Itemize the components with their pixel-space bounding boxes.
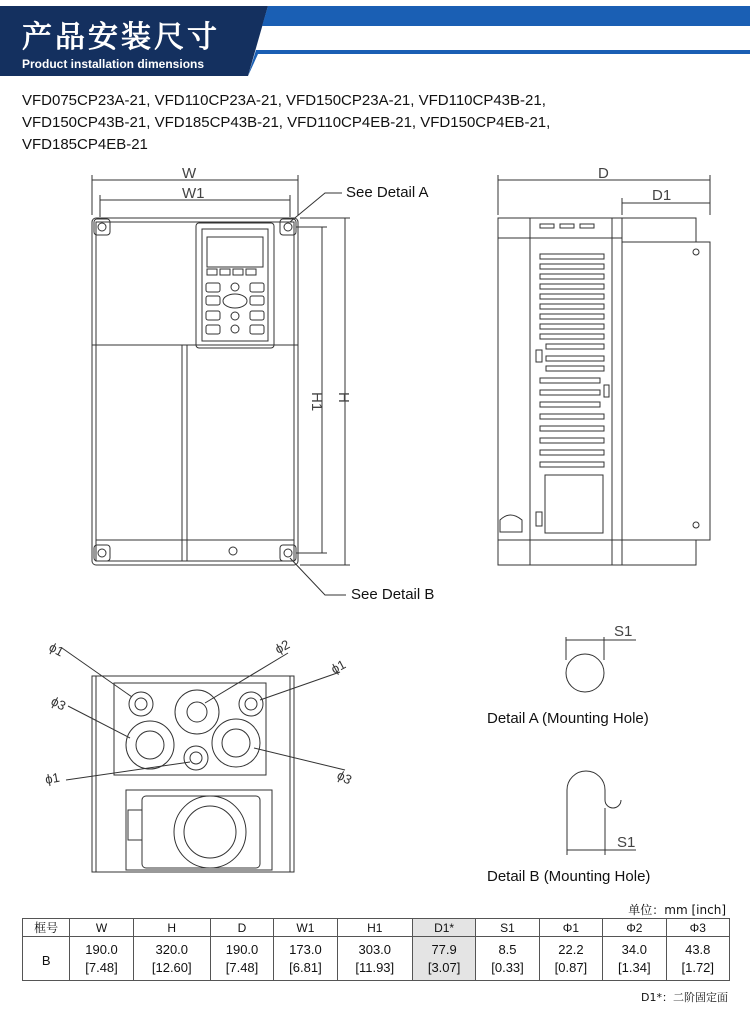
table-row-inch <box>23 959 730 981</box>
frame-cell: B <box>23 937 70 981</box>
table-cell: [1.34] <box>603 959 666 981</box>
phi1-label-bl: ϕ1 <box>43 769 61 787</box>
col-header-phi2: Φ2 <box>603 919 666 937</box>
see-detail-b-label: See Detail B <box>351 586 435 603</box>
dim-d-label: D <box>598 165 609 182</box>
col-header-h: H <box>133 919 210 937</box>
table-cell: 8.5 <box>476 937 539 959</box>
phi3-label-left: ϕ3 <box>48 693 69 714</box>
table-cell: [11.93] <box>337 959 412 981</box>
side-vents <box>540 224 604 467</box>
model-line: VFD075CP23A-21, VFD110CP23A-21, VFD150CP23A-21, VFD110CP43B-21, <box>22 92 546 109</box>
table-cell: 173.0 <box>274 937 337 959</box>
table-cell: [0.87] <box>539 959 602 981</box>
col-header-d1: D1* <box>412 919 475 937</box>
table-cell: [7.48] <box>210 959 273 981</box>
page-title: 产品安装尺寸 <box>22 20 220 55</box>
phi1-label-tl: ϕ1 <box>46 639 67 660</box>
table-cell: [3.07] <box>412 959 475 981</box>
table-cell: [6.81] <box>274 959 337 981</box>
table-cell: 34.0 <box>603 937 666 959</box>
table-footnote: D1*：二阶固定面 <box>641 991 728 1004</box>
table-cell: 22.2 <box>539 937 602 959</box>
col-header-w: W <box>70 919 133 937</box>
detail-a-drawing <box>566 637 636 692</box>
col-header-s1: S1 <box>476 919 539 937</box>
col-header-frame: 框号 <box>23 919 70 937</box>
table-cell: 303.0 <box>337 937 412 959</box>
see-detail-a-label: See Detail A <box>346 184 429 201</box>
table-cell: [12.60] <box>133 959 210 981</box>
detail-b-caption: Detail B (Mounting Hole) <box>487 868 651 885</box>
dimensions-table <box>22 918 730 981</box>
table-header-row <box>23 919 730 937</box>
table-cell: [1.72] <box>666 959 729 981</box>
table-cell: [0.33] <box>476 959 539 981</box>
dim-w-label: W <box>182 165 197 182</box>
phi2-label: ϕ2 <box>272 636 293 657</box>
table-cell: 190.0 <box>210 937 273 959</box>
col-header-phi3: Φ3 <box>666 919 729 937</box>
page-subtitle: Product installation dimensions <box>22 57 205 71</box>
phi3-label-right: ϕ3 <box>334 767 355 788</box>
front-view <box>92 175 350 595</box>
dim-d1-label: D1 <box>652 187 672 204</box>
dim-h-label: H <box>335 392 352 403</box>
col-header-d: D <box>210 919 273 937</box>
table-cell: 43.8 <box>666 937 729 959</box>
phi1-label-tr: ϕ1 <box>328 656 349 677</box>
col-header-phi1: Φ1 <box>539 919 602 937</box>
table-row-mm <box>23 937 730 959</box>
table-cell: 77.9 <box>412 937 475 959</box>
col-header-w1: W1 <box>274 919 337 937</box>
table-cell: 320.0 <box>133 937 210 959</box>
bottom-view <box>62 648 345 872</box>
model-line: VFD185CP4EB-21 <box>22 136 148 153</box>
detail-a-s1-label: S1 <box>614 623 633 640</box>
dim-w1-label: W1 <box>182 185 205 202</box>
detail-a-caption: Detail A (Mounting Hole) <box>487 710 649 727</box>
table-cell: 190.0 <box>70 937 133 959</box>
col-header-h1: H1 <box>337 919 412 937</box>
dim-h1-label: H1 <box>308 392 325 412</box>
detail-b-s1-label: S1 <box>617 834 636 851</box>
model-line: VFD150CP43B-21, VFD185CP43B-21, VFD110CP4EB-21, VFD150CP4EB-21, <box>22 114 551 131</box>
table-cell: [7.48] <box>70 959 133 981</box>
unit-label: 单位：mm [inch] <box>628 903 726 917</box>
